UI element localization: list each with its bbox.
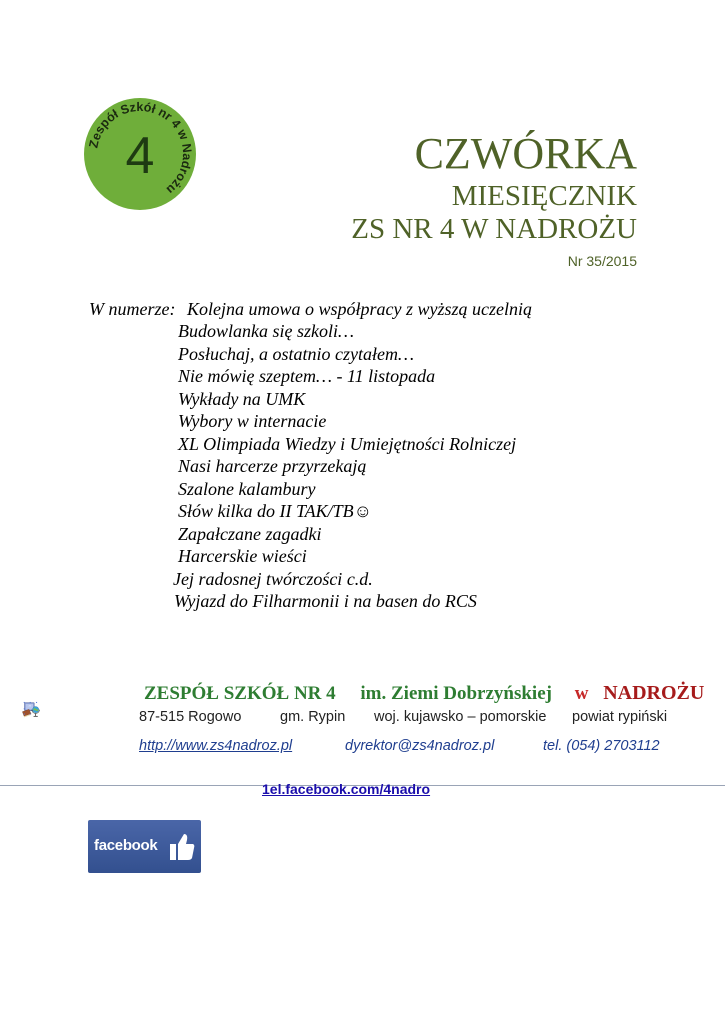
- list-item: Jej radosnej twórczości c.d.: [173, 568, 373, 589]
- banner-postal: 87-515 Rogowo: [139, 709, 242, 725]
- banner-town: NADROŻU: [603, 682, 705, 704]
- phone-number: tel. (054) 2703112: [543, 738, 660, 754]
- facebook-button[interactable]: [88, 820, 201, 873]
- banner-w: w: [574, 683, 589, 704]
- logo-number: 4: [125, 127, 155, 185]
- school-logo: [83, 97, 197, 211]
- list-item: Wyjazd do Filharmonii i na basen do RCS: [174, 591, 477, 611]
- banner-county: powiat rypiński: [572, 709, 668, 725]
- thumbs-up-icon: [168, 832, 196, 862]
- logo-ring-text: Zespół Szkół nr 4 w Nadrożu: [86, 99, 195, 197]
- list-item: Wykłady na UMK: [178, 388, 306, 409]
- list-item: Posłuchaj, a ostatnio czytałem…: [178, 343, 414, 364]
- list-item: Budowlanka się szkoli…: [178, 321, 354, 341]
- issue-number: Nr 35/2015: [567, 253, 637, 269]
- svg-text:ZS: ZS: [28, 705, 31, 708]
- banner-gmina: gm. Rypin: [280, 709, 346, 725]
- list-item: Szalone kalambury: [178, 478, 316, 499]
- list-item: Nie mówię szeptem… - 11 listopada: [178, 366, 436, 386]
- list-item: Zapałczane zagadki: [178, 523, 322, 544]
- email-link[interactable]: dyrektor@zs4nadroz.pl: [345, 738, 495, 754]
- facebook-link[interactable]: 1el.facebook.com/4nadro: [262, 781, 431, 797]
- school-banner-graphic: [22, 660, 142, 760]
- banner-school: ZESPÓŁ SZKÓŁ NR 4: [144, 683, 336, 704]
- list-item: Kolejna umowa o współpracy z wyższą uczelnią: [187, 299, 532, 319]
- website-link[interactable]: http://www.zs4nadroz.pl: [139, 738, 293, 754]
- list-item: Słów kilka do II TAK/TB☺: [178, 501, 373, 521]
- list-item: Harcerskie wieści: [178, 546, 307, 566]
- facebook-button-label: facebook: [94, 837, 158, 854]
- banner-school-name: [144, 682, 704, 705]
- school-name-heading: ZS NR 4 W NADROŻU: [351, 213, 637, 245]
- newsletter-subtitle: MIESIĘCZNIK: [451, 180, 637, 212]
- list-item: Nasi harcerze przyrzekają: [178, 456, 367, 476]
- list-item: XL Olimpiada Wiedzy i Umiejętności Rolniczej: [178, 433, 517, 454]
- contents-label: W numerze:: [89, 299, 176, 319]
- banner-voivodeship: woj. kujawsko – pomorskie: [374, 709, 547, 725]
- banner-patron: im. Ziemi Dobrzyńskiej: [360, 683, 552, 704]
- newsletter-title: CZWÓRKA: [414, 129, 637, 178]
- list-item: Wybory w internacie: [178, 411, 327, 431]
- newsletter-header: [351, 130, 637, 246]
